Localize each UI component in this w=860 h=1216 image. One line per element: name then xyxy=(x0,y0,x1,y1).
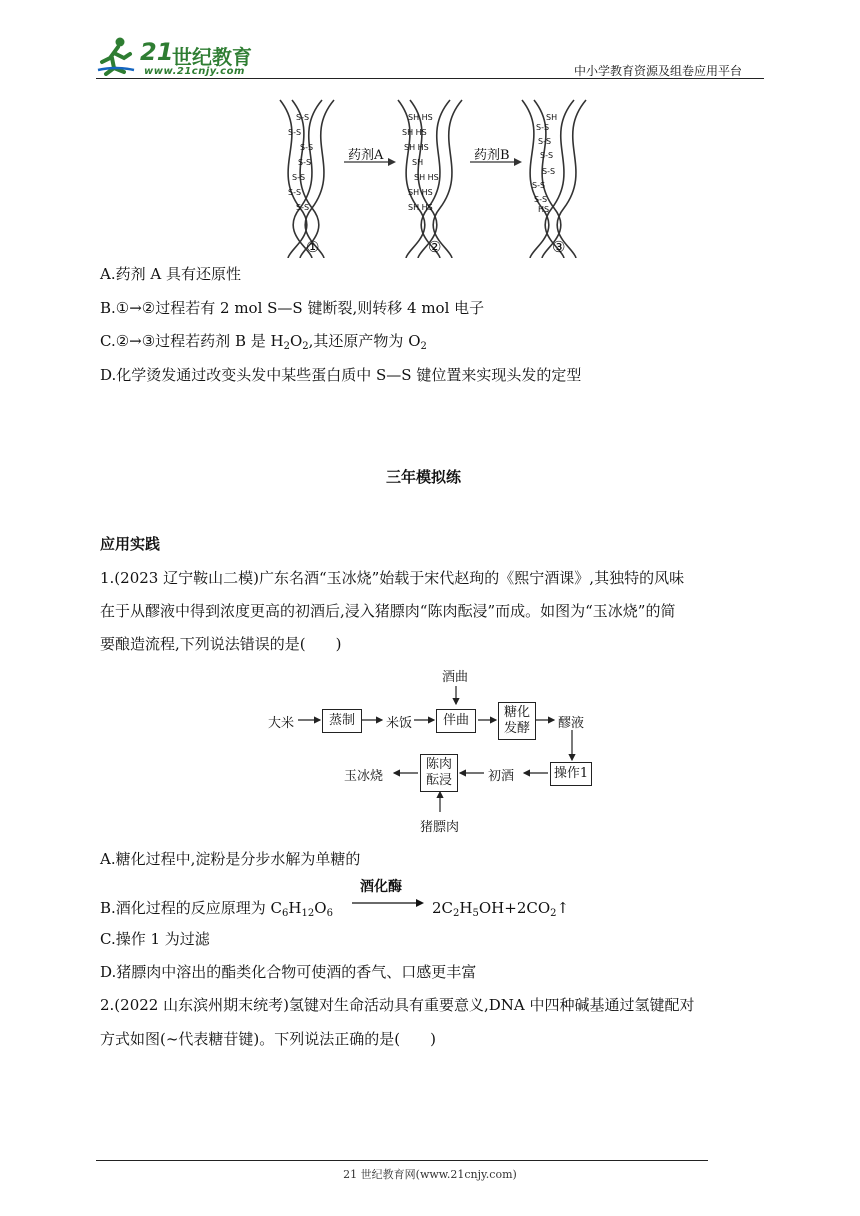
enzyme-label: 酒化酶 xyxy=(360,879,402,895)
svg-text:S-S: S-S xyxy=(542,167,556,176)
flow-laoye: 醪液 xyxy=(558,716,585,731)
q2-stem-line-1: 2.(2022 山东滨州期末统考)氢键对生命活动具有重要意义,DNA 中四种碱基通过氢键配对 xyxy=(100,996,695,1014)
q1-option-b: B.酒化过程的反应原理为 $C_6H_{12}O_6$ xyxy=(100,899,333,919)
reagent-b-label: 药剂B xyxy=(474,148,510,163)
q1-option-a: A.糖化过程中,淀粉是分步水解为单糖的 xyxy=(100,850,361,868)
flow-banqu-box: 伴曲 xyxy=(436,709,476,733)
flow-yubingshao: 玉冰烧 xyxy=(344,769,384,784)
svg-text:S-S: S-S xyxy=(540,151,554,160)
brewing-flowchart xyxy=(260,662,600,842)
svg-text:S-S: S-S xyxy=(538,137,552,146)
svg-text:S-S: S-S xyxy=(296,203,310,212)
logo-url: www.21cnjy.com xyxy=(144,66,245,77)
logo-number: 21 xyxy=(140,38,174,66)
svg-text:S-S: S-S xyxy=(288,188,302,197)
q1-option-d: D.猪膘肉中溶出的酯类化合物可使酒的香气、口感更丰富 xyxy=(100,963,477,981)
flow-steam-box: 蒸制 xyxy=(322,709,362,733)
svg-text:SH HS: SH HS xyxy=(402,128,427,137)
figure-hair-bonds xyxy=(270,98,600,258)
logo xyxy=(96,36,266,78)
q1-stem-line-2: 在于从醪液中得到浓度更高的初酒后,浸入猪膘肉“陈肉酝浸”而成。如图为“玉冰烧”的简 xyxy=(100,602,676,620)
header-right-text: 中小学教育资源及组卷应用平台 xyxy=(574,64,743,78)
q2-stem-line-2: 方式如图(~代表糖苷键)。下列说法正确的是( ) xyxy=(100,1030,436,1048)
reaction-arrow xyxy=(352,876,424,910)
svg-text:SH HS: SH HS xyxy=(408,203,433,212)
flow-tanghua-box: 糖化 发酵 xyxy=(498,702,536,740)
runner-logo-icon xyxy=(96,36,136,76)
logo-text: 世纪教育 xyxy=(172,45,252,69)
header-divider xyxy=(96,78,764,79)
svg-text:S-S: S-S xyxy=(288,128,302,137)
svg-text:SH HS: SH HS xyxy=(404,143,429,152)
svg-text:SH: SH xyxy=(412,158,424,167)
svg-text:HS: HS xyxy=(538,205,550,214)
stage-3-label: ③ xyxy=(552,238,566,256)
flow-chujiu: 初酒 xyxy=(488,769,515,784)
prev-option-b: B.①→②过程若有 2 mol S—S 键断裂,则转移 4 mol 电子 xyxy=(100,299,485,317)
q1-stem-line-3: 要酿造流程,下列说法错误的是( ) xyxy=(100,635,342,653)
svg-text:SH: SH xyxy=(546,113,558,122)
svg-text:S-S: S-S xyxy=(536,123,550,132)
svg-text:SH HS: SH HS xyxy=(408,113,433,122)
svg-text:SH HS: SH HS xyxy=(408,188,433,197)
svg-text:S-S: S-S xyxy=(534,195,548,204)
svg-text:S-S: S-S xyxy=(292,173,306,182)
section-title: 三年模拟练 xyxy=(386,468,462,486)
footer-divider xyxy=(96,1160,708,1161)
reagent-a-label: 药剂A xyxy=(348,148,384,163)
helix-diagram xyxy=(270,98,600,258)
right-arrow-icon xyxy=(352,898,424,908)
flow-chenrou-box: 陈肉 酝浸 xyxy=(420,754,458,792)
svg-text:S-S: S-S xyxy=(298,158,312,167)
prev-option-d: D.化学烫发通过改变头发中某些蛋白质中 S—S 键位置来实现头发的定型 xyxy=(100,366,582,384)
prev-option-a: A.药剂 A 具有还原性 xyxy=(100,265,241,283)
stage-1-label: ① xyxy=(306,238,320,256)
prev-option-c: C.②→③过程若药剂 B 是 $H_2O_2$,其还原产物为 $O_2$ xyxy=(100,332,427,352)
flowchart-arrows xyxy=(260,662,600,842)
flow-rice: 大米 xyxy=(268,716,295,731)
svg-text:S-S: S-S xyxy=(296,113,310,122)
svg-text:S-S: S-S xyxy=(300,143,314,152)
flow-jiuqu: 酒曲 xyxy=(442,670,469,685)
q1-stem-line-1: 1.(2023 辽宁鞍山二模)广东名酒“玉冰烧”始载于宋代赵珣的《熙宁酒课》,其独特的风味 xyxy=(100,569,685,587)
svg-text:S-S: S-S xyxy=(532,181,546,190)
flow-cooked-rice: 米饭 xyxy=(386,716,413,731)
stage-2-label: ② xyxy=(428,238,442,256)
flow-op1-box: 操作1 xyxy=(550,762,592,786)
svg-text:SH HS: SH HS xyxy=(414,173,439,182)
q1-option-c: C.操作 1 为过滤 xyxy=(100,930,210,948)
footer-text: 21 世纪教育网(www.21cnjy.com) xyxy=(343,1168,517,1181)
flow-zhubiaorou: 猪膘肉 xyxy=(420,820,460,835)
section-subtitle: 应用实践 xyxy=(100,535,161,553)
q1-option-b-products: $2C_2H_5OH+2CO_2↑$ xyxy=(432,899,570,919)
